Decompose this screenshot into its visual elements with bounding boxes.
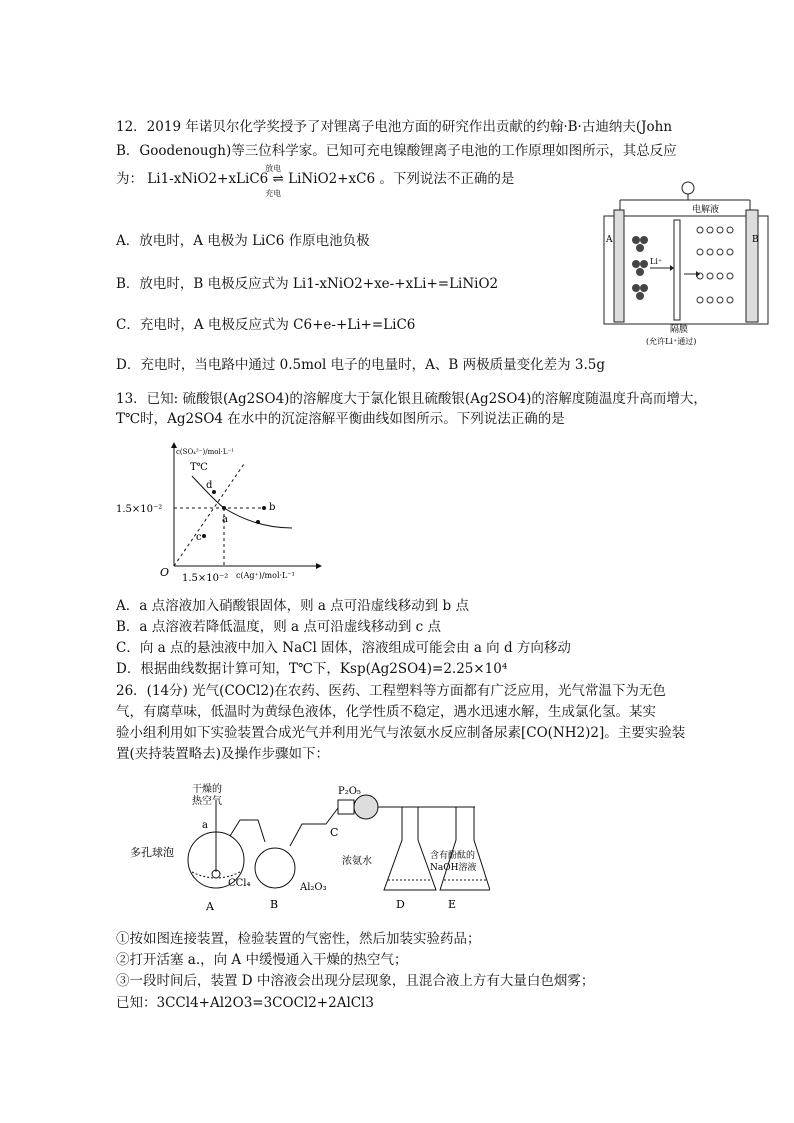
- q26-line4: 置(夹持装置略去)及操作步骤如下：: [116, 746, 330, 762]
- bubbler-label: 多孔球泡: [130, 846, 174, 859]
- q12-line3: [116, 164, 515, 198]
- q26-step3: ③一段时间后，装置 D 中溶液会出现分层现象，且混合液上方有大量白色烟雾；: [116, 973, 595, 989]
- reaction-arrow-top: 放电: [265, 164, 282, 173]
- graph-ytick: 1.5×10⁻²: [116, 504, 163, 515]
- ammonia-label: 浓氨水: [342, 856, 372, 867]
- naoh-label-1: 含有酚酞的: [430, 851, 476, 861]
- point-d: d: [206, 480, 213, 491]
- q13-option-a: A．a 点溶液加入硝酸银固体，则 a 点可沿虚线移动到 b 点: [116, 598, 469, 614]
- q13-option-b: B．a 点溶液若降低温度，则 a 点可沿虚线移动到 c 点: [116, 619, 442, 635]
- dry-air-label-2: 热空气: [192, 796, 222, 807]
- graph-xlabel: c(Ag⁺)/mol·L⁻¹: [236, 571, 295, 580]
- graph-origin: O: [160, 566, 170, 579]
- ccl4-label: CCl₄: [228, 878, 251, 889]
- q12-line1: 12．2019 年诺贝尔化学奖授予了对锂离子电池方面的研究作出贡献的约翰·B·古迪纳夫(John: [116, 119, 673, 135]
- q26-step2: ②打开活塞 a.，向 A 中缓慢通入干燥的热空气；: [116, 952, 408, 968]
- apparatus-diagram: [130, 780, 490, 915]
- q26-line2: 气，有腐草味，低温时为黄绿色液体，化学性质不稳定，遇水迅速水解，生成氯化氢。某实: [116, 704, 656, 720]
- oxide-layers: [697, 227, 733, 303]
- q12-option-a: A．放电时，A 电极为 LiC6 作原电池负极: [116, 233, 370, 249]
- q12-reaction: Li1-xNiO2+xLiC6 ⇌ LiNiO2+xC6 放电 充电: [147, 171, 379, 187]
- q26-known: 已知：3CCl4+Al2O3=3COCl2+2AlCl3: [116, 995, 375, 1011]
- q13-option-c: C．向 a 点的悬浊液中加入 NaCl 固体，溶液组成可能会由 a 向 d 方向移动: [116, 640, 571, 656]
- valve-a-label: a: [202, 820, 208, 831]
- q12-line3-prefix: 为：: [116, 171, 143, 187]
- tube-c-label: C: [330, 826, 339, 839]
- point-c: c: [196, 532, 202, 543]
- al2o3-label: Al₂O₃: [300, 882, 327, 893]
- solubility-graph: [116, 436, 336, 586]
- dry-air-label: 干燥的: [192, 784, 222, 795]
- li-ion-label: Li⁺: [650, 257, 663, 266]
- graph-temp: T℃: [190, 462, 208, 473]
- flask-e-label: E: [448, 898, 457, 911]
- separator-label: 隔膜: [670, 325, 689, 335]
- separator-note: (允许Li⁺通过): [646, 337, 697, 346]
- electrode-a-label: A: [606, 235, 613, 245]
- p2o5-label: P₂O₅: [338, 786, 361, 797]
- q13-option-d: D．根据曲线数据计算可知，T℃下，Ksp(Ag2SO4)=2.25×10⁴: [116, 661, 508, 677]
- graph-ylabel: c(SO₄²⁻)/mol·L⁻¹: [176, 448, 235, 456]
- naoh-label-2: NaOH溶液: [430, 863, 477, 873]
- graphite-layers: [632, 236, 648, 300]
- electrolyte-label: 电解液: [692, 205, 720, 215]
- q12-line3-suffix: 。下列说法不正确的是: [379, 171, 515, 187]
- battery-diagram: [600, 180, 772, 352]
- graph-xtick: 1.5×10⁻²: [182, 573, 229, 584]
- point-b: b: [269, 502, 276, 513]
- reaction-arrow-bottom: 充电: [265, 189, 282, 198]
- point-a: a: [222, 514, 228, 525]
- flask-d-label: D: [396, 898, 405, 911]
- electrode-b-label: B: [752, 235, 759, 245]
- q12-option-c: C．充电时，A 电极反应式为 C6+e-+Li+=LiC6: [116, 317, 416, 333]
- q12-option-b: B．放电时，B 电极反应式为 Li1-xNiO2+xe-+xLi+=LiNiO2: [116, 276, 499, 292]
- flask-a-label: A: [206, 900, 214, 913]
- q12-option-d: D．充电时，当电路中通过 0.5mol 电子的电量时，A、B 两极质量变化差为 3.5g: [116, 357, 605, 373]
- q26-step1: ①按如图连接装置，检验装置的气密性，然后加装实验药品；: [116, 931, 481, 947]
- q26-line1: 26．(14分) 光气(COCl2)在农药、医药、工程塑料等方面都有广泛应用，光气常温下为无色: [116, 683, 666, 699]
- q26-line3: 验小组利用如下实验装置合成光气并利用光气与浓氨水反应制备尿素[CO(NH2)2]。主要实验装: [116, 725, 686, 741]
- q13-line2: T℃时，Ag2SO4 在水中的沉淀溶解平衡曲线如图所示。下列说法正确的是: [116, 411, 565, 427]
- flask-b-label: B: [270, 898, 279, 911]
- q13-line1: 13．已知: 硫酸银(Ag2SO4)的溶解度大于氯化银且硫酸银(Ag2SO4)的溶解度随温度升高而增大，: [116, 391, 707, 407]
- q12-line2: B．Goodenough)等三位科学家。已知可充电镍酸锂离子电池的工作原理如图所示，其总反应: [116, 143, 677, 159]
